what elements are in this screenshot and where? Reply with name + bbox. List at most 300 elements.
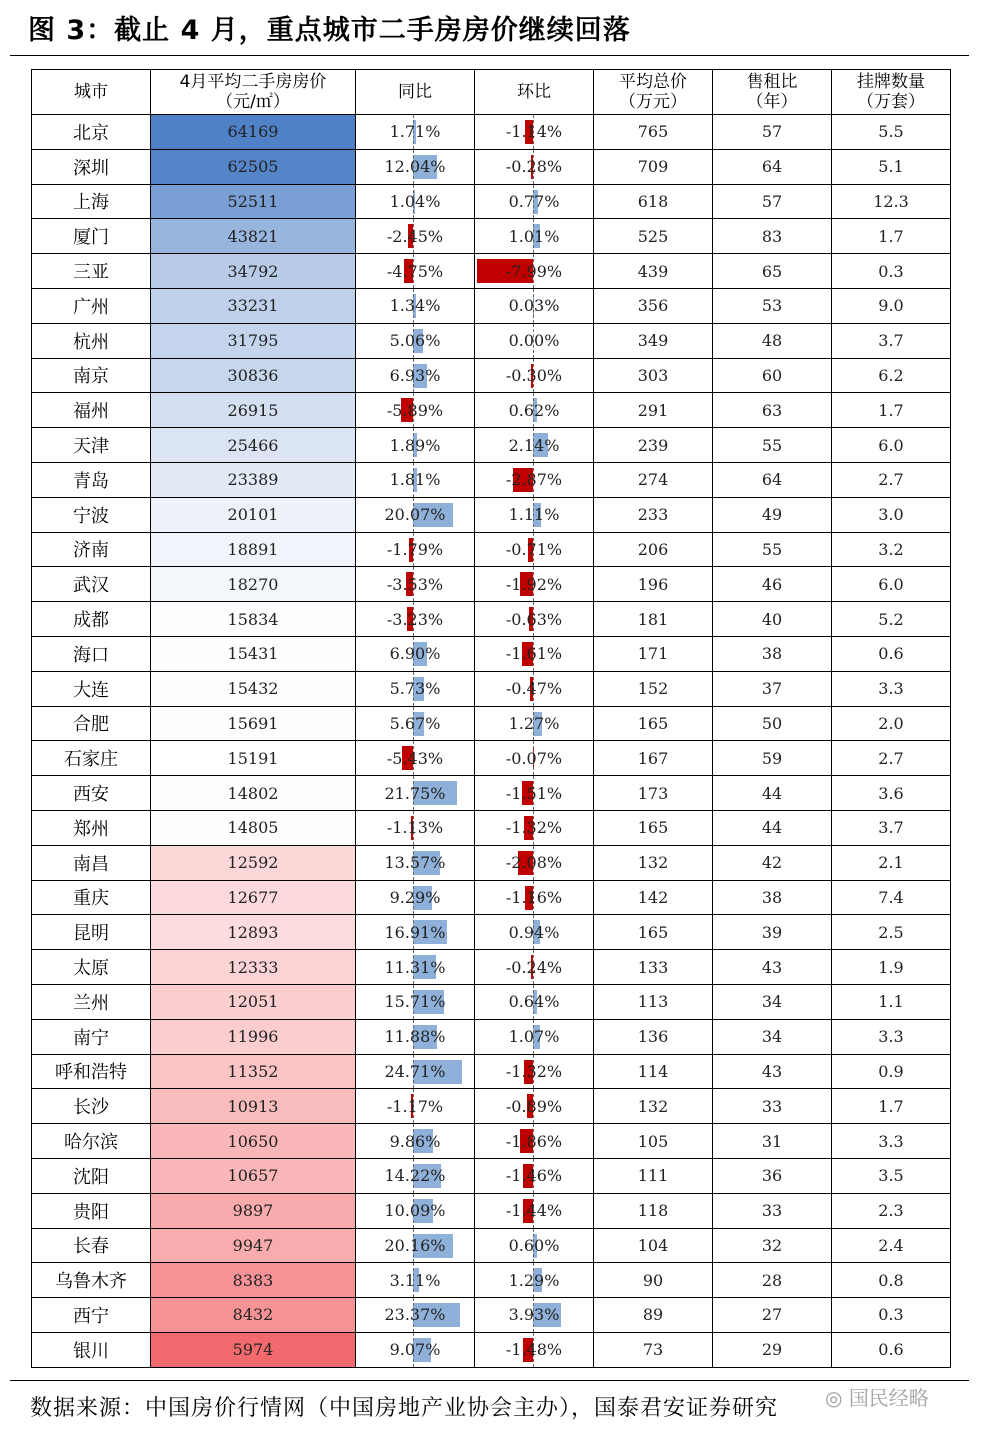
listings-cell: 3.5 bbox=[832, 1158, 951, 1193]
mom-cell bbox=[475, 880, 594, 915]
total-price-cell: 111 bbox=[594, 1158, 713, 1193]
yoy-cell bbox=[356, 1193, 475, 1228]
wechat-icon: ◎ bbox=[825, 1386, 843, 1410]
yoy-cell-label: 23.37% bbox=[384, 1305, 446, 1325]
mom-cell-label: 0.62% bbox=[508, 400, 560, 420]
total-price-cell: 142 bbox=[594, 880, 713, 915]
table-row bbox=[32, 776, 951, 811]
listings-cell: 0.8 bbox=[832, 1263, 951, 1298]
yoy-cell-label: -1.13% bbox=[386, 818, 444, 838]
price-cell: 26915 bbox=[151, 393, 356, 428]
total-price-cell: 765 bbox=[594, 115, 713, 150]
city-cell: 南京 bbox=[32, 358, 151, 393]
mom-cell-label: 3.93% bbox=[508, 1305, 560, 1325]
mom-cell bbox=[475, 950, 594, 985]
price-rent-ratio-cell: 83 bbox=[713, 219, 832, 254]
mom-cell-label: -1.44% bbox=[505, 1201, 563, 1221]
title-divider bbox=[10, 55, 969, 56]
total-price-cell: 132 bbox=[594, 845, 713, 880]
city-cell: 长春 bbox=[32, 1228, 151, 1263]
price-cell: 10650 bbox=[151, 1124, 356, 1159]
price-rent-ratio-cell: 63 bbox=[713, 393, 832, 428]
mom-cell-label: -0.63% bbox=[505, 609, 563, 629]
listings-cell: 2.0 bbox=[832, 706, 951, 741]
price-cell: 18270 bbox=[151, 567, 356, 602]
mom-cell bbox=[475, 984, 594, 1019]
total-price-cell: 114 bbox=[594, 1054, 713, 1089]
price-rent-ratio-cell: 57 bbox=[713, 184, 832, 219]
mom-cell bbox=[475, 1228, 594, 1263]
yoy-cell-label: 9.07% bbox=[389, 1340, 441, 1360]
mom-cell bbox=[475, 323, 594, 358]
city-cell: 郑州 bbox=[32, 810, 151, 845]
yoy-cell-label: 5.73% bbox=[389, 679, 441, 699]
yoy-cell-label: 5.67% bbox=[389, 713, 441, 733]
watermark-text: 国民经略 bbox=[848, 1386, 929, 1410]
table-row bbox=[32, 1089, 951, 1124]
price-rent-ratio-cell: 33 bbox=[713, 1089, 832, 1124]
mom-cell-label: 0.03% bbox=[508, 296, 560, 316]
yoy-cell-label: 9.86% bbox=[389, 1131, 441, 1151]
city-cell: 深圳 bbox=[32, 149, 151, 184]
table-row bbox=[32, 1158, 951, 1193]
total-price-cell: 181 bbox=[594, 602, 713, 637]
table-row bbox=[32, 1263, 951, 1298]
city-cell: 长沙 bbox=[32, 1089, 151, 1124]
yoy-cell bbox=[356, 602, 475, 637]
mom-cell-label: -1.61% bbox=[505, 644, 563, 664]
listings-cell: 5.1 bbox=[832, 149, 951, 184]
yoy-cell-label: 5.06% bbox=[389, 331, 441, 351]
yoy-cell-label: -5.89% bbox=[386, 400, 444, 420]
header-yoy: 同比 bbox=[356, 70, 475, 115]
price-rent-ratio-cell: 60 bbox=[713, 358, 832, 393]
price-cell: 14802 bbox=[151, 776, 356, 811]
table-row bbox=[32, 254, 951, 289]
table-body bbox=[32, 115, 951, 1368]
listings-cell: 1.9 bbox=[832, 950, 951, 985]
yoy-cell-label: 24.71% bbox=[384, 1061, 446, 1081]
yoy-cell bbox=[356, 1263, 475, 1298]
city-cell: 北京 bbox=[32, 115, 151, 150]
listings-cell: 3.7 bbox=[832, 810, 951, 845]
mom-cell bbox=[475, 915, 594, 950]
total-price-cell: 171 bbox=[594, 636, 713, 671]
table-header-row bbox=[32, 70, 951, 115]
table-row bbox=[32, 323, 951, 358]
mom-cell-label: 0.77% bbox=[508, 191, 560, 211]
table-row bbox=[32, 1228, 951, 1263]
price-cell: 11352 bbox=[151, 1054, 356, 1089]
price-rent-ratio-cell: 33 bbox=[713, 1193, 832, 1228]
price-cell: 10913 bbox=[151, 1089, 356, 1124]
yoy-cell bbox=[356, 636, 475, 671]
yoy-cell-label: -2.45% bbox=[386, 226, 444, 246]
price-rent-ratio-cell: 57 bbox=[713, 115, 832, 150]
mom-cell bbox=[475, 1332, 594, 1367]
price-cell: 12677 bbox=[151, 880, 356, 915]
listings-cell: 2.7 bbox=[832, 741, 951, 776]
yoy-cell bbox=[356, 810, 475, 845]
price-cell: 34792 bbox=[151, 254, 356, 289]
total-price-cell: 439 bbox=[594, 254, 713, 289]
table-row bbox=[32, 497, 951, 532]
price-rent-ratio-cell: 50 bbox=[713, 706, 832, 741]
table-row bbox=[32, 1193, 951, 1228]
price-cell: 9897 bbox=[151, 1193, 356, 1228]
price-cell: 15191 bbox=[151, 741, 356, 776]
price-rent-ratio-cell: 43 bbox=[713, 1054, 832, 1089]
yoy-cell-label: -1.79% bbox=[386, 539, 444, 559]
mom-cell bbox=[475, 219, 594, 254]
yoy-cell-label: 1.34% bbox=[389, 296, 441, 316]
yoy-cell bbox=[356, 1158, 475, 1193]
listings-cell: 3.3 bbox=[832, 1124, 951, 1159]
city-cell: 太原 bbox=[32, 950, 151, 985]
listings-cell: 6.0 bbox=[832, 567, 951, 602]
table-row bbox=[32, 462, 951, 497]
total-price-cell: 152 bbox=[594, 671, 713, 706]
price-cell: 33231 bbox=[151, 288, 356, 323]
price-cell: 15691 bbox=[151, 706, 356, 741]
mom-cell-label: 1.07% bbox=[508, 1027, 560, 1047]
listings-cell: 3.6 bbox=[832, 776, 951, 811]
yoy-cell bbox=[356, 115, 475, 150]
yoy-cell-label: -1.17% bbox=[386, 1096, 444, 1116]
total-price-cell: 349 bbox=[594, 323, 713, 358]
listings-cell: 2.1 bbox=[832, 845, 951, 880]
listings-cell: 9.0 bbox=[832, 288, 951, 323]
listings-cell: 2.4 bbox=[832, 1228, 951, 1263]
mom-cell bbox=[475, 636, 594, 671]
yoy-cell bbox=[356, 393, 475, 428]
city-cell: 乌鲁木齐 bbox=[32, 1263, 151, 1298]
city-cell: 重庆 bbox=[32, 880, 151, 915]
price-rent-ratio-cell: 53 bbox=[713, 288, 832, 323]
price-rent-ratio-cell: 49 bbox=[713, 497, 832, 532]
city-cell: 厦门 bbox=[32, 219, 151, 254]
mom-cell bbox=[475, 184, 594, 219]
table-row bbox=[32, 219, 951, 254]
header-mom: 环比 bbox=[475, 70, 594, 115]
price-rent-ratio-cell: 40 bbox=[713, 602, 832, 637]
total-price-cell: 105 bbox=[594, 1124, 713, 1159]
price-rent-ratio-cell: 44 bbox=[713, 776, 832, 811]
yoy-cell-label: -3.53% bbox=[386, 574, 444, 594]
listings-cell: 2.5 bbox=[832, 915, 951, 950]
price-rent-ratio-cell: 31 bbox=[713, 1124, 832, 1159]
mom-cell-label: -0.71% bbox=[505, 539, 563, 559]
mom-cell-label: -1.48% bbox=[505, 1340, 563, 1360]
city-cell: 石家庄 bbox=[32, 741, 151, 776]
listings-cell: 3.3 bbox=[832, 1019, 951, 1054]
mom-cell-label: -1.32% bbox=[505, 818, 563, 838]
yoy-cell-label: -4.75% bbox=[386, 261, 444, 281]
header-price: 4月平均二手房房价 （元/㎡） bbox=[151, 70, 356, 115]
table-row bbox=[32, 845, 951, 880]
price-rent-ratio-cell: 46 bbox=[713, 567, 832, 602]
mom-cell bbox=[475, 532, 594, 567]
total-price-cell: 618 bbox=[594, 184, 713, 219]
table-row bbox=[32, 984, 951, 1019]
yoy-cell-label: 6.93% bbox=[389, 365, 441, 385]
city-cell: 合肥 bbox=[32, 706, 151, 741]
mom-cell bbox=[475, 1054, 594, 1089]
city-cell: 西安 bbox=[32, 776, 151, 811]
mom-cell-label: -1.14% bbox=[505, 122, 563, 142]
mom-cell bbox=[475, 1263, 594, 1298]
table-row bbox=[32, 602, 951, 637]
city-cell: 海口 bbox=[32, 636, 151, 671]
city-cell: 贵阳 bbox=[32, 1193, 151, 1228]
mom-cell bbox=[475, 115, 594, 150]
total-price-cell: 303 bbox=[594, 358, 713, 393]
total-price-cell: 233 bbox=[594, 497, 713, 532]
city-cell: 三亚 bbox=[32, 254, 151, 289]
total-price-cell: 132 bbox=[594, 1089, 713, 1124]
listings-cell: 5.2 bbox=[832, 602, 951, 637]
price-rent-ratio-cell: 39 bbox=[713, 915, 832, 950]
yoy-cell-label: 11.88% bbox=[384, 1027, 446, 1047]
mom-cell-label: 0.00% bbox=[508, 331, 560, 351]
mom-cell-label: -0.30% bbox=[505, 365, 563, 385]
mom-cell bbox=[475, 1019, 594, 1054]
city-cell: 南宁 bbox=[32, 1019, 151, 1054]
city-cell: 杭州 bbox=[32, 323, 151, 358]
table-row bbox=[32, 393, 951, 428]
price-rent-ratio-cell: 64 bbox=[713, 462, 832, 497]
total-price-cell: 709 bbox=[594, 149, 713, 184]
price-cell: 12333 bbox=[151, 950, 356, 985]
total-price-cell: 118 bbox=[594, 1193, 713, 1228]
total-price-cell: 167 bbox=[594, 741, 713, 776]
listings-cell: 3.3 bbox=[832, 671, 951, 706]
yoy-cell-label: 20.07% bbox=[384, 505, 446, 525]
price-rent-ratio-cell: 38 bbox=[713, 880, 832, 915]
yoy-cell-label: 12.04% bbox=[384, 157, 446, 177]
yoy-cell-label: 6.90% bbox=[389, 644, 441, 664]
city-cell: 济南 bbox=[32, 532, 151, 567]
table-row bbox=[32, 915, 951, 950]
price-cell: 12592 bbox=[151, 845, 356, 880]
source-note: 数据来源：中国房价行情网（中国房地产业协会主办），国泰君安证券研究 bbox=[30, 1396, 779, 1421]
mom-cell-label: -2.08% bbox=[505, 853, 563, 873]
table-row bbox=[32, 1124, 951, 1159]
mom-cell-label: -1.92% bbox=[505, 574, 563, 594]
yoy-cell bbox=[356, 358, 475, 393]
listings-cell: 6.2 bbox=[832, 358, 951, 393]
price-rent-ratio-cell: 34 bbox=[713, 984, 832, 1019]
city-cell: 兰州 bbox=[32, 984, 151, 1019]
table-row bbox=[32, 706, 951, 741]
mom-cell-label: -0.07% bbox=[505, 748, 563, 768]
listings-cell: 3.2 bbox=[832, 532, 951, 567]
yoy-cell bbox=[356, 1089, 475, 1124]
mom-cell bbox=[475, 567, 594, 602]
mom-cell-label: 1.01% bbox=[508, 226, 560, 246]
header-total: 平均总价 （万元） bbox=[594, 70, 713, 115]
yoy-cell-label: 14.22% bbox=[384, 1166, 446, 1186]
city-cell: 哈尔滨 bbox=[32, 1124, 151, 1159]
mom-cell bbox=[475, 1124, 594, 1159]
table-row bbox=[32, 741, 951, 776]
yoy-cell-label: 21.75% bbox=[384, 783, 446, 803]
table-row bbox=[32, 1298, 951, 1333]
yoy-cell-label: 1.71% bbox=[389, 122, 441, 142]
price-rent-ratio-cell: 32 bbox=[713, 1228, 832, 1263]
yoy-cell bbox=[356, 532, 475, 567]
mom-cell-label: -0.89% bbox=[505, 1096, 563, 1116]
mom-cell-label: -1.51% bbox=[505, 783, 563, 803]
total-price-cell: 165 bbox=[594, 810, 713, 845]
listings-cell: 0.3 bbox=[832, 254, 951, 289]
yoy-cell bbox=[356, 984, 475, 1019]
total-price-cell: 104 bbox=[594, 1228, 713, 1263]
price-cell: 18891 bbox=[151, 532, 356, 567]
total-price-cell: 165 bbox=[594, 915, 713, 950]
price-cell: 12893 bbox=[151, 915, 356, 950]
mom-cell bbox=[475, 1158, 594, 1193]
price-cell: 62505 bbox=[151, 149, 356, 184]
mom-cell-label: 2.14% bbox=[508, 435, 560, 455]
city-cell: 沈阳 bbox=[32, 1158, 151, 1193]
mom-cell bbox=[475, 1193, 594, 1228]
mom-cell-label: -0.24% bbox=[505, 957, 563, 977]
mom-cell-label: -2.87% bbox=[505, 470, 563, 490]
price-rent-ratio-cell: 34 bbox=[713, 1019, 832, 1054]
yoy-cell bbox=[356, 219, 475, 254]
yoy-cell bbox=[356, 671, 475, 706]
total-price-cell: 291 bbox=[594, 393, 713, 428]
table-row bbox=[32, 532, 951, 567]
city-cell: 福州 bbox=[32, 393, 151, 428]
price-cell: 43821 bbox=[151, 219, 356, 254]
yoy-cell-label: 13.57% bbox=[384, 853, 446, 873]
yoy-cell-label: -3.23% bbox=[386, 609, 444, 629]
total-price-cell: 206 bbox=[594, 532, 713, 567]
table-row bbox=[32, 1332, 951, 1367]
yoy-cell bbox=[356, 254, 475, 289]
price-rent-ratio-cell: 64 bbox=[713, 149, 832, 184]
yoy-cell bbox=[356, 288, 475, 323]
header-listings: 挂牌数量 （万套） bbox=[832, 70, 951, 115]
total-price-cell: 133 bbox=[594, 950, 713, 985]
table-row bbox=[32, 671, 951, 706]
listings-cell: 3.0 bbox=[832, 497, 951, 532]
mom-cell bbox=[475, 1298, 594, 1333]
mom-cell-label: 1.27% bbox=[508, 713, 560, 733]
mom-cell-label: -1.86% bbox=[505, 1131, 563, 1151]
price-cell: 14805 bbox=[151, 810, 356, 845]
listings-cell: 12.3 bbox=[832, 184, 951, 219]
listings-cell: 2.3 bbox=[832, 1193, 951, 1228]
table-row bbox=[32, 428, 951, 463]
listings-cell: 0.6 bbox=[832, 636, 951, 671]
yoy-cell bbox=[356, 1124, 475, 1159]
city-cell: 南昌 bbox=[32, 845, 151, 880]
price-rent-ratio-cell: 43 bbox=[713, 950, 832, 985]
mom-cell bbox=[475, 462, 594, 497]
price-rent-ratio-cell: 27 bbox=[713, 1298, 832, 1333]
yoy-cell-label: 15.71% bbox=[384, 992, 446, 1012]
header-city: 城市 bbox=[32, 70, 151, 115]
price-cell: 15834 bbox=[151, 602, 356, 637]
price-cell: 8383 bbox=[151, 1263, 356, 1298]
yoy-cell bbox=[356, 1019, 475, 1054]
price-cell: 64169 bbox=[151, 115, 356, 150]
mom-cell-label: -0.28% bbox=[505, 157, 563, 177]
city-cell: 青岛 bbox=[32, 462, 151, 497]
mom-cell bbox=[475, 602, 594, 637]
total-price-cell: 90 bbox=[594, 1263, 713, 1298]
mom-cell bbox=[475, 845, 594, 880]
listings-cell: 1.7 bbox=[832, 1089, 951, 1124]
price-rent-ratio-cell: 42 bbox=[713, 845, 832, 880]
city-cell: 呼和浩特 bbox=[32, 1054, 151, 1089]
listings-cell: 2.7 bbox=[832, 462, 951, 497]
mom-cell bbox=[475, 149, 594, 184]
total-price-cell: 196 bbox=[594, 567, 713, 602]
city-cell: 上海 bbox=[32, 184, 151, 219]
price-rent-ratio-cell: 48 bbox=[713, 323, 832, 358]
header-ratio: 售租比 （年） bbox=[713, 70, 832, 115]
price-rent-ratio-cell: 38 bbox=[713, 636, 832, 671]
yoy-cell bbox=[356, 323, 475, 358]
yoy-cell bbox=[356, 184, 475, 219]
listings-cell: 1.7 bbox=[832, 393, 951, 428]
table-row bbox=[32, 184, 951, 219]
listings-cell: 1.1 bbox=[832, 984, 951, 1019]
city-cell: 成都 bbox=[32, 602, 151, 637]
total-price-cell: 89 bbox=[594, 1298, 713, 1333]
total-price-cell: 113 bbox=[594, 984, 713, 1019]
yoy-cell-label: 16.91% bbox=[384, 922, 446, 942]
price-cell: 15431 bbox=[151, 636, 356, 671]
mom-cell bbox=[475, 810, 594, 845]
total-price-cell: 274 bbox=[594, 462, 713, 497]
mom-cell bbox=[475, 741, 594, 776]
price-cell: 9947 bbox=[151, 1228, 356, 1263]
yoy-cell-label: 9.29% bbox=[389, 887, 441, 907]
mom-cell-label: -1.16% bbox=[505, 887, 563, 907]
price-cell: 31795 bbox=[151, 323, 356, 358]
listings-cell: 6.0 bbox=[832, 428, 951, 463]
mom-cell bbox=[475, 706, 594, 741]
yoy-cell bbox=[356, 497, 475, 532]
yoy-cell bbox=[356, 880, 475, 915]
yoy-cell bbox=[356, 1054, 475, 1089]
mom-cell bbox=[475, 1089, 594, 1124]
price-rent-ratio-cell: 44 bbox=[713, 810, 832, 845]
yoy-cell bbox=[356, 428, 475, 463]
yoy-cell-label: 20.16% bbox=[384, 1235, 446, 1255]
price-rent-ratio-cell: 65 bbox=[713, 254, 832, 289]
listings-cell: 1.7 bbox=[832, 219, 951, 254]
mom-cell-label: -1.46% bbox=[505, 1166, 563, 1186]
yoy-cell bbox=[356, 950, 475, 985]
mom-cell-label: 1.29% bbox=[508, 1270, 560, 1290]
mom-cell bbox=[475, 288, 594, 323]
city-cell: 武汉 bbox=[32, 567, 151, 602]
city-cell: 大连 bbox=[32, 671, 151, 706]
price-cell: 52511 bbox=[151, 184, 356, 219]
listings-cell: 0.9 bbox=[832, 1054, 951, 1089]
table-row bbox=[32, 149, 951, 184]
mom-cell-label: -0.47% bbox=[505, 679, 563, 699]
total-price-cell: 173 bbox=[594, 776, 713, 811]
mom-cell bbox=[475, 497, 594, 532]
city-cell: 宁波 bbox=[32, 497, 151, 532]
